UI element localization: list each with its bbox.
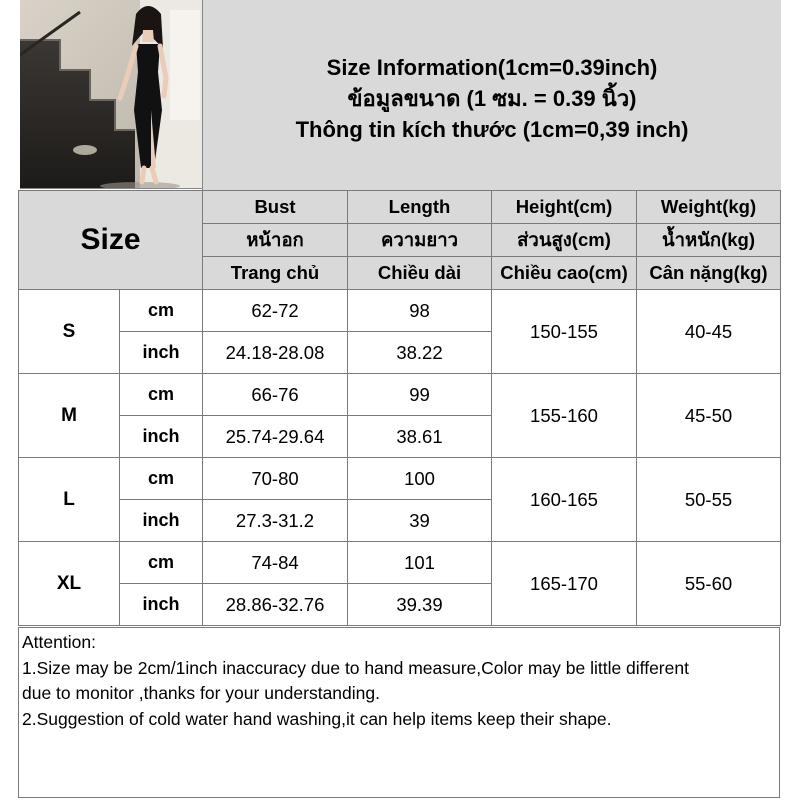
height-cell: 160-165 — [492, 458, 637, 542]
col-bust-vi: Trang chủ — [203, 257, 348, 290]
table-row — [19, 542, 781, 584]
weight-cell: 50-55 — [637, 458, 781, 542]
weight-cell: 40-45 — [637, 290, 781, 374]
length-inch-cell: 38.61 — [348, 416, 492, 458]
table-header-row — [19, 191, 781, 224]
notes-line-2: 2.Suggestion of cold water hand washing,it can help items keep their shape. — [22, 708, 612, 729]
col-height-vi: Chiều cao(cm) — [492, 257, 637, 290]
attention-notes — [18, 627, 780, 798]
unit-label: cm — [120, 458, 203, 500]
table-row — [19, 458, 781, 500]
col-weight-en: Weight(kg) — [637, 191, 781, 224]
height-cell: 150-155 — [492, 290, 637, 374]
length-cm-cell: 98 — [348, 290, 492, 332]
col-bust-en: Bust — [203, 191, 348, 224]
bust-cm-cell: 66-76 — [203, 374, 348, 416]
size-label: XL — [19, 542, 120, 626]
bust-inch-cell: 27.3-31.2 — [203, 500, 348, 542]
length-cm-cell: 101 — [348, 542, 492, 584]
header-title-vietnamese: Thông tin kích thước (1cm=0,39 inch) — [295, 116, 689, 142]
table-row — [19, 290, 781, 332]
notes-line-1: 1.Size may be 2cm/1inch inaccuracy due to hand measure,Color may be little different — [22, 657, 689, 678]
col-length-en: Length — [348, 191, 492, 224]
unit-label: cm — [120, 374, 203, 416]
col-height-th: ส่วนสูง(cm) — [492, 224, 637, 257]
header-title-english: Size Information(1cm=0.39inch) — [326, 54, 658, 80]
unit-label: inch — [120, 416, 203, 458]
model-in-black-dress-image — [20, 0, 202, 188]
bust-cm-cell: 62-72 — [203, 290, 348, 332]
col-weight-th: น้ำหนัก(kg) — [637, 224, 781, 257]
bust-inch-cell: 24.18-28.08 — [203, 332, 348, 374]
unit-label: inch — [120, 332, 203, 374]
size-label: M — [19, 374, 120, 458]
size-column-heading: Size — [19, 191, 203, 290]
bust-inch-cell: 25.74-29.64 — [203, 416, 348, 458]
height-cell: 165-170 — [492, 542, 637, 626]
height-cell: 155-160 — [492, 374, 637, 458]
product-photo — [20, 0, 203, 189]
length-inch-cell: 39.39 — [348, 584, 492, 626]
bust-cm-cell: 74-84 — [203, 542, 348, 584]
notes-line-1-continued: due to monitor ,thanks for your understanding. — [22, 683, 380, 703]
notes-heading: Attention: — [22, 632, 96, 652]
unit-label: inch — [120, 584, 203, 626]
bust-inch-cell: 28.86-32.76 — [203, 584, 348, 626]
weight-cell: 55-60 — [637, 542, 781, 626]
length-cm-cell: 99 — [348, 374, 492, 416]
size-label: L — [19, 458, 120, 542]
weight-cell: 45-50 — [637, 374, 781, 458]
col-height-en: Height(cm) — [492, 191, 637, 224]
col-bust-th: หน้าอก — [203, 224, 348, 257]
col-length-th: ความยาว — [348, 224, 492, 257]
length-inch-cell: 38.22 — [348, 332, 492, 374]
unit-label: inch — [120, 500, 203, 542]
size-label: S — [19, 290, 120, 374]
col-weight-vi: Cân nặng(kg) — [637, 257, 781, 290]
table-row — [19, 374, 781, 416]
bust-cm-cell: 70-80 — [203, 458, 348, 500]
length-cm-cell: 100 — [348, 458, 492, 500]
length-inch-cell: 39 — [348, 500, 492, 542]
unit-label: cm — [120, 542, 203, 584]
header-title-thai: ข้อมูลขนาด (1 ซม. = 0.39 นิ้ว) — [347, 85, 637, 111]
unit-label: cm — [120, 290, 203, 332]
size-info-header — [202, 0, 781, 190]
size-table — [18, 190, 781, 626]
col-length-vi: Chiều dài — [348, 257, 492, 290]
